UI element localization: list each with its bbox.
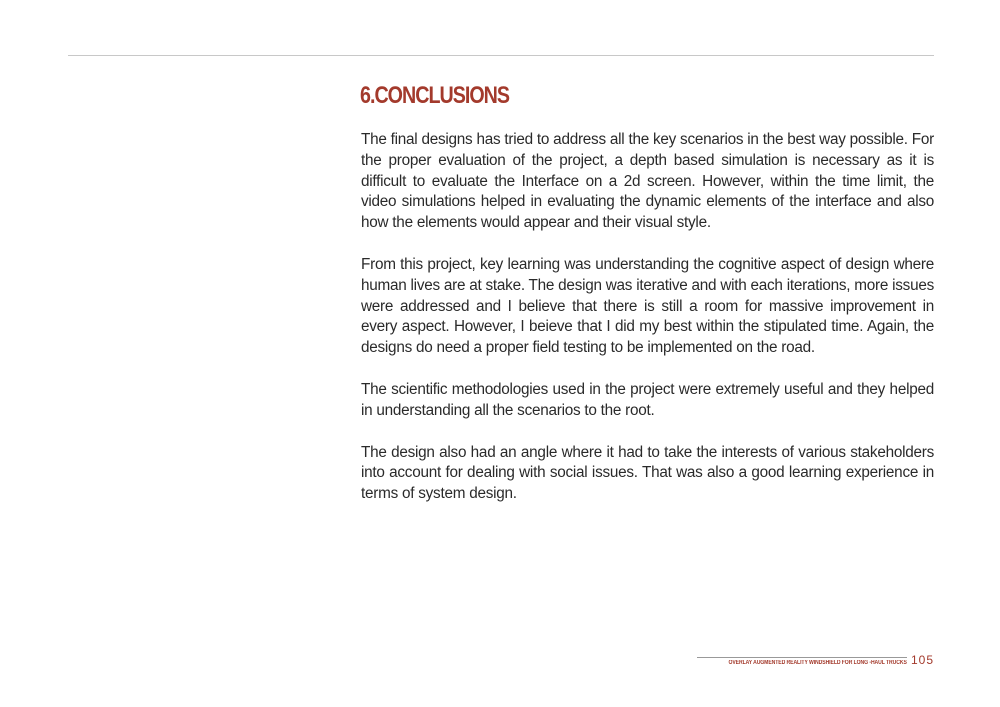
footer-caption: OVERLAY AUGMENTED REALITY WINDSHIELD FOR LONG -HAUL TRUCKS <box>728 660 907 666</box>
page-number: 105 <box>910 653 934 667</box>
paragraph-stakeholders: The design also had an angle where it had to take the interests of various stakeholders into account for dealing with social issues. That was also a good learning experience in terms of system design. <box>361 443 934 503</box>
paragraph-final-designs: The final designs has tried to address all the key scenarios in the best way possible. For the proper evaluation of the project, a depth based simulation is necessary as it is difficult to evaluate the Interface on a 2d screen. However, within the time limit, the video simulations helped in evaluating the dynamic elements of the interface and also how the elements would appear and their visual style. <box>361 131 934 232</box>
paragraph-key-learning: From this project, key learning was understanding the cognitive aspect of design where human lives are at stake. The design was iterative and with each iterations, more issues were addressed and I believe that there is still a room for massive improvement in every aspect. However, I beieve that I did my best within the stipulated time. Again, the designs do need a proper field testing to be implemented on the road. <box>361 255 934 357</box>
conclusions-body <box>361 130 934 526</box>
footer-caption-rule <box>697 657 907 666</box>
header-divider <box>68 55 934 56</box>
section-title: 6.CONCLUSIONS <box>360 82 510 109</box>
paragraph-methodologies: The scientific methodologies used in the project were extremely useful and they helped in understanding all the scenarios to the root. <box>361 380 934 419</box>
page-footer <box>697 654 934 666</box>
